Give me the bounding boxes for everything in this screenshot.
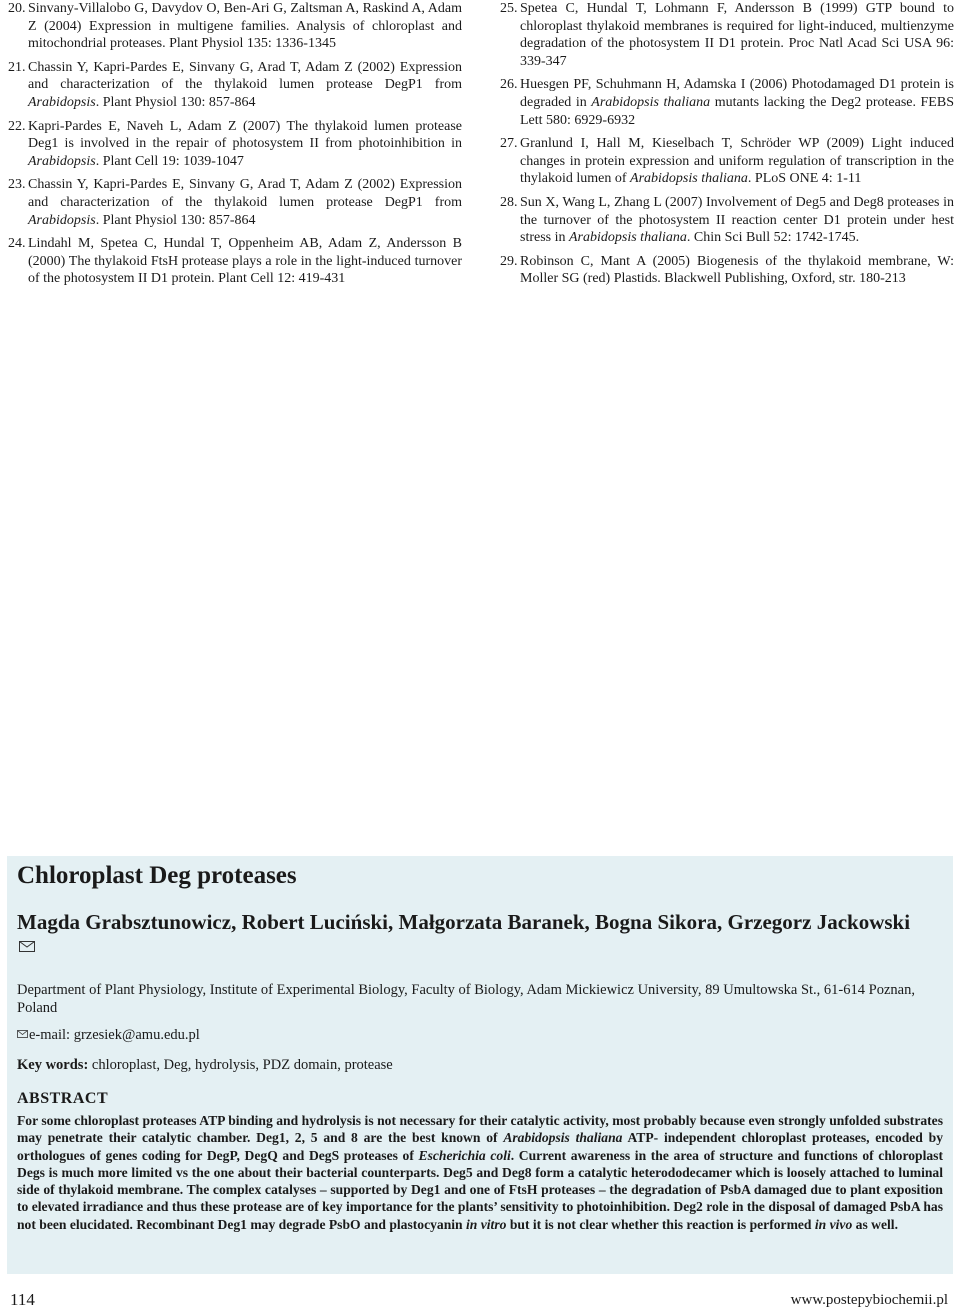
reference-text: . Plant Physiol 130: 857-864	[95, 212, 256, 228]
journal-url[interactable]: www.postepybiochemii.pl	[790, 1292, 948, 1308]
abstract-text	[17, 1112, 943, 1233]
author-list	[17, 909, 927, 963]
reference-item	[500, 76, 954, 129]
reference-number: 23.	[8, 177, 26, 193]
abstract-part: as well.	[852, 1216, 898, 1232]
email-text[interactable]: e-mail: grzesiek@amu.edu.pl	[29, 1027, 200, 1043]
reference-text: Chassin Y, Kapri-Pardes E, Sinvany G, Arad T, Adam Z (2002) Expression and characterization of the thylakoid lumen protease DegP1 from	[28, 59, 462, 93]
reference-text: Huesgen PF, Schuhmann H, Adamska I (2006) Photodamaged D1 protein is degraded in	[520, 77, 954, 110]
reference-number: 24.	[8, 236, 26, 252]
abstract-species: Arabidopsis thaliana	[503, 1130, 623, 1146]
abstract-part: . Current awareness in the area of structure and functions of chloroplast Degs is much more limited vs the one about their bacterial counterparts. Deg5 and Deg8 form a catalytic heterododecamer which is loosely attached to luminal side of thylakoid membrane. The complex catalyses – supported by Deg1 and one of FtsH proteases – the degradation of PsbA damaged due to plant exposition to elevated irradiance and thus these protease are of key importance for the plants’ sensitivity to photoinhibition. Deg2 role in the disposal of damaged PsbA has not been elucidated. Recombinant Deg1 may degrade PsbO and plastocyanin	[17, 1147, 943, 1232]
abstract-term: in vivo	[814, 1216, 853, 1232]
abstract-part: ATP- independent chloroplast proteases, encoded by orthologues of genes coding for DegP, DegQ and DegS proteases of	[17, 1130, 944, 1163]
reference-species: Arabidopsis	[28, 153, 96, 169]
reference-species: Arabidopsis thaliana	[591, 94, 711, 110]
reference-item	[8, 59, 462, 112]
envelope-icon	[19, 941, 35, 952]
reference-number: 27.	[500, 136, 518, 152]
reference-number: 25.	[500, 1, 518, 16]
reference-item	[8, 118, 462, 171]
reference-number: 29.	[500, 253, 518, 269]
reference-number: 22.	[8, 118, 26, 134]
reference-number: 20.	[8, 1, 26, 16]
reference-text: . PLoS ONE 4: 1-11	[747, 171, 862, 187]
contact-email	[17, 1027, 200, 1044]
reference-item	[500, 0, 954, 70]
reference-species: Arabidopsis thaliana	[569, 230, 687, 246]
reference-text: Kapri-Pardes E, Naveh L, Adam Z (2007) The thylakoid lumen protease Deg1 is involved in the repair of photosystem II from photoinhibition in	[28, 118, 462, 152]
references-right-column	[500, 0, 954, 294]
abstract-part: but it is not clear whether this reaction is performed	[506, 1216, 815, 1232]
reference-text: Sinvany-Villalobo G, Davydov O, Ben-Ari G, Zaltsman A, Raskind A, Adam Z (2004) Expression in multigene families. Analysis of chloroplast and mitochondrial proteases. Plant Physiol 135: 1336-1345	[28, 1, 462, 52]
page-number: 114	[10, 1290, 35, 1309]
reference-text: . Chin Sci Bull 52: 1742-1745.	[686, 230, 860, 246]
reference-item	[500, 253, 954, 288]
reference-item	[8, 176, 462, 229]
abstract-term: in vitro	[466, 1216, 507, 1232]
reference-species: Arabidopsis	[28, 94, 96, 110]
reference-text: Robinson C, Mant A (2005) Biogenesis of the thylakoid membrane, W: Moller SG (red) Plastids. Blackwell Publishing, Oxford, str. 180-213	[520, 253, 954, 287]
envelope-icon	[17, 1030, 28, 1038]
reference-item	[500, 135, 954, 188]
reference-item	[8, 0, 462, 53]
abstract-heading: ABSTRACT	[17, 1090, 109, 1107]
article-header-box	[7, 856, 953, 1274]
reference-number: 21.	[8, 59, 26, 75]
article-title: Chloroplast Deg proteases	[17, 862, 297, 889]
reference-number: 28.	[500, 194, 518, 210]
references-left-column	[8, 0, 462, 294]
abstract-species: Escherichia coli	[418, 1147, 511, 1163]
keywords-text: chloroplast, Deg, hydrolysis, PDZ domain, protease	[88, 1057, 393, 1073]
reference-text: Spetea C, Hundal T, Lohmann F, Andersson B (1999) GTP bound to chloroplast thylakoid membranes is required for light-induced, multienzyme degradation of the photosystem II D1 protein. Proc Natl Acad Sci USA 96: 339-347	[520, 1, 954, 69]
affiliation: Department of Plant Physiology, Institute of Experimental Biology, Faculty of Biology, Adam Mickiewicz University, 89 Umultowska St., 61-614 Poznan, Poland	[17, 982, 915, 1016]
keywords-line	[17, 1057, 393, 1074]
reference-item	[8, 235, 462, 288]
reference-text: Sun X, Wang L, Zhang L (2007) Involvement of Deg5 and Deg8 proteases in the turnover of the photosystem II reaction center D1 protein under hest stress in	[520, 194, 954, 246]
reference-text: Lindahl M, Spetea C, Hundal T, Oppenheim AB, Adam Z, Andersson B (2000) The thylakoid FtsH protease plays a role in the light-induced turnover of the photosystem II D1 protein. Plant Cell 12: 419-431	[28, 236, 462, 287]
reference-number: 26.	[500, 77, 518, 93]
author-names: Magda Grabsztunowicz, Robert Luciński, Małgorzata Baranek, Bogna Sikora, Grzegorz Jackowski	[17, 910, 911, 934]
reference-text: . Plant Physiol 130: 857-864	[95, 94, 256, 110]
reference-text: Chassin Y, Kapri-Pardes E, Sinvany G, Arad T, Adam Z (2002) Expression and characterization of the thylakoid lumen protease DegP1 from	[28, 177, 462, 210]
reference-item	[500, 194, 954, 247]
reference-text: . Plant Cell 19: 1039-1047	[95, 153, 244, 169]
reference-species: Arabidopsis	[28, 212, 96, 228]
reference-species: Arabidopsis thaliana	[630, 171, 748, 187]
keywords-label: Key words:	[17, 1057, 89, 1073]
reference-text: mutants lacking the Deg2 protease. FEBS Lett 580: 6929-6932	[520, 94, 954, 128]
abstract-part: For some chloroplast proteases ATP binding and hydrolysis is not necessary for their catalytic activity, most probably because even strongly unfolded substrates may penetrate their catalytic chamber. Deg1, 2, 5 and 8 are the best known of	[17, 1113, 943, 1146]
reference-text: Granlund I, Hall M, Kieselbach T, Schröder WP (2009) Light induced changes in protein expression and uniform regulation of transcription in the thylakoid lumen of	[520, 136, 954, 187]
